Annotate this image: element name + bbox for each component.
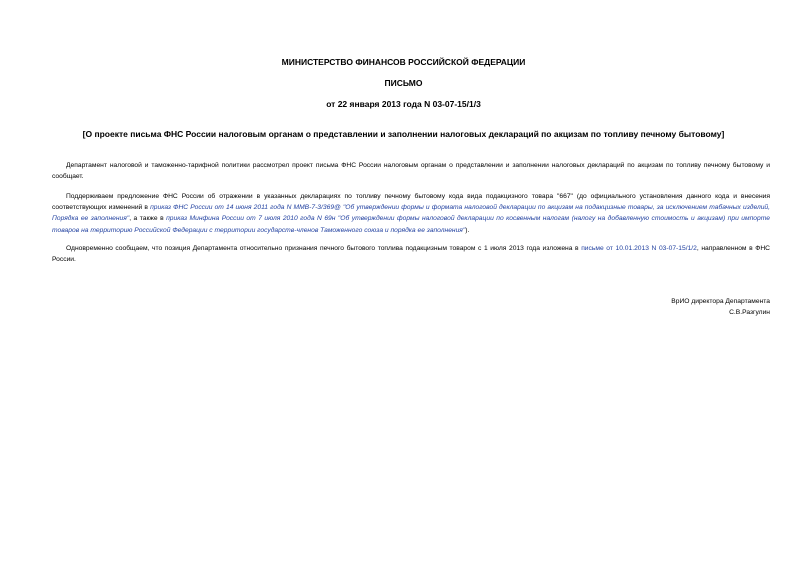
- signature-name: С.В.Разгулин: [729, 309, 770, 316]
- paragraph-2-text-2: , а также в: [129, 215, 167, 223]
- paragraph-2-text-3: ).: [465, 226, 470, 234]
- paragraph-1: Департамент налоговой и таможенно-тарифной политики рассмотрел проект письма ФНС России налоговым органам о представлении и заполнении налоговых деклараций по акцизам по топливу печному бытовому и сообщает.: [52, 162, 770, 181]
- paragraph-3-text-2: , направленном в ФНС России.: [52, 245, 770, 264]
- paragraph-3-text-1: Одновременно сообщаем, что позиция Департамента относительно признания печного бытового топлива подакцизным товаром с 1 июля 2013 года изложена в: [66, 245, 582, 252]
- link-fns-order[interactable]: приказ ФНС России от 14 июня 2011 года N ММВ-7-3/369@ "Об утверждении формы и формата налоговой декларации по акцизам на подакцизные товары, за исключением табачных изделий, Порядка ее заполнения": [52, 204, 771, 223]
- document-subject: [О проекте письма ФНС России налоговым органам о представлении и заполнении налоговых деклараций по акцизам по топливу печному бытовому]: [82, 129, 725, 139]
- paragraph-2: [52, 191, 770, 236]
- paragraph-2-text-1: Поддерживаем предложение ФНС России об отражении в указанных декларациях по топливу печному бытовому кода вида подакцизного товара "667" (до официального установления данного кода и внесения соответствующих изменений в: [52, 193, 770, 212]
- paragraph-3: [52, 243, 770, 265]
- link-minfin-order[interactable]: приказ Минфина России от 7 июля 2010 года N 69н "Об утверждении формы налоговой декларации по косвенным налогам (налогу на добавленную стоимость и акцизам) при импорте товаров на территорию Российской Федерации с территории государств-членов Таможенного союза и порядка ее заполнения": [52, 215, 770, 234]
- document-date-number: от 22 января 2013 года N 03-07-15/1/3: [326, 99, 481, 109]
- link-letter-10-01-2013[interactable]: письме от 10.01.2013 N 03-07-15/1/2: [581, 245, 697, 252]
- signature-role: ВрИО директора Департамента: [671, 298, 770, 305]
- ministry-title: МИНИСТЕРСТВО ФИНАНСОВ РОССИЙСКОЙ ФЕДЕРАЦИИ: [281, 57, 526, 67]
- document-type: ПИСЬМО: [384, 78, 423, 88]
